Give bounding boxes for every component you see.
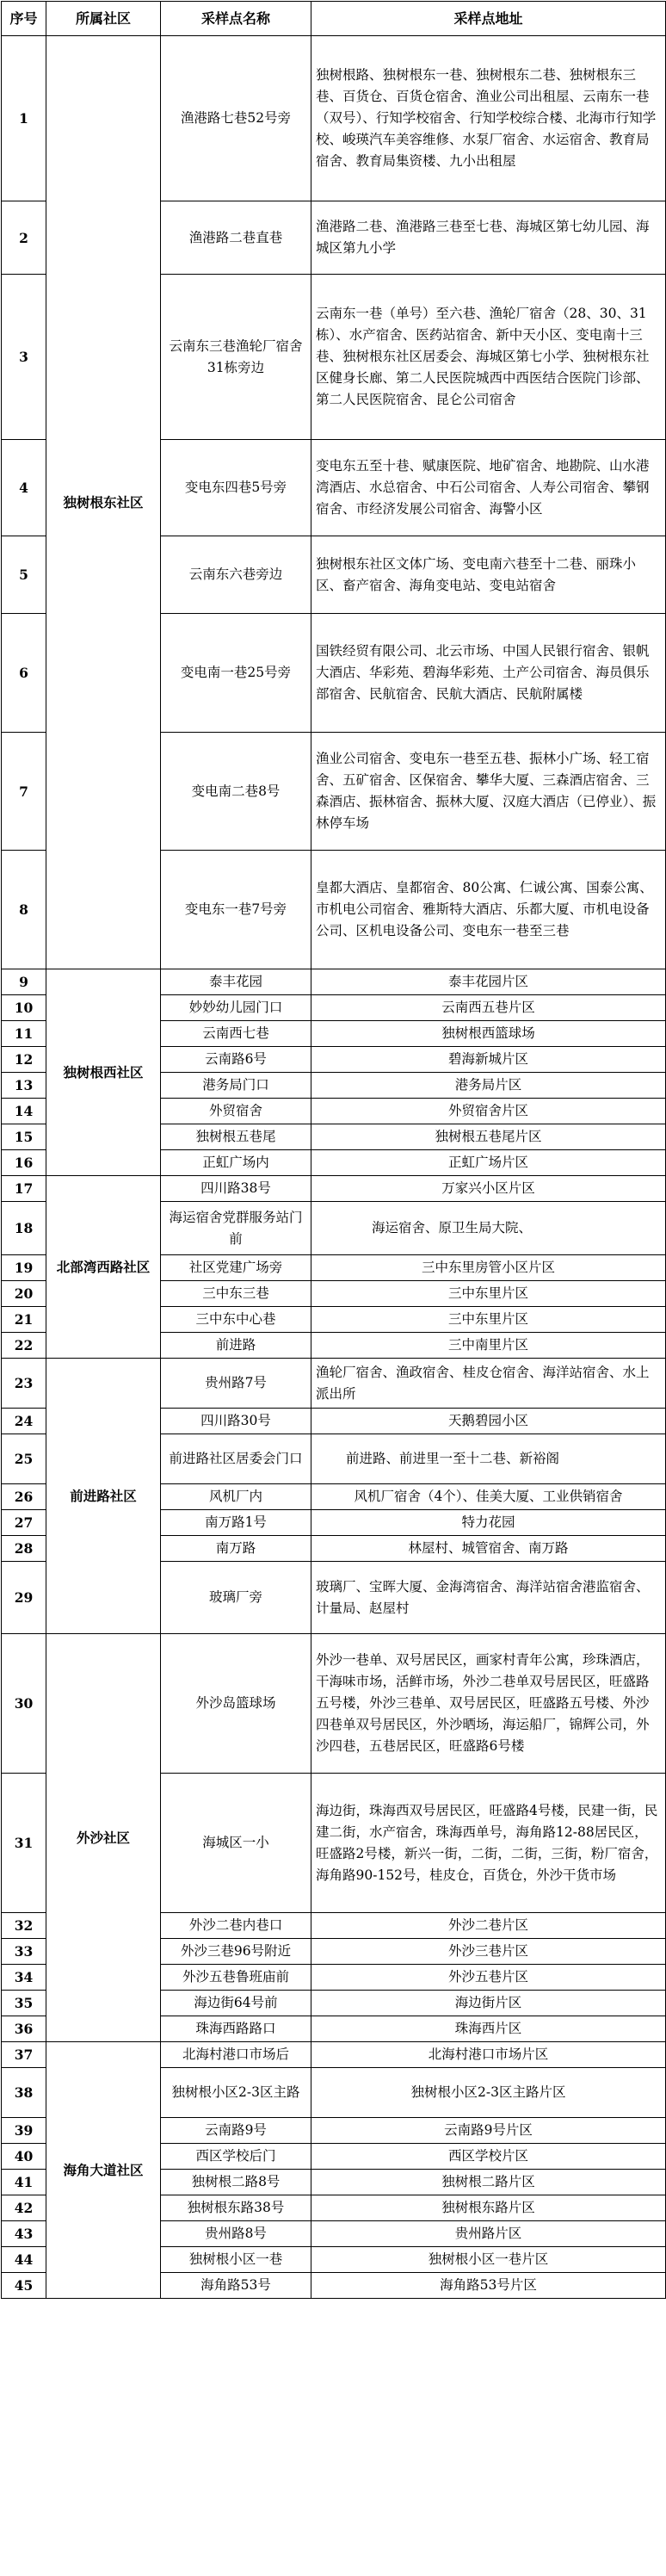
- row-seq: 32: [2, 1913, 46, 1939]
- site-address: 独树根五巷尾片区: [311, 1124, 666, 1150]
- row-seq: 25: [2, 1434, 46, 1484]
- site-address: 独树根西篮球场: [311, 1021, 666, 1047]
- site-address: 外沙二巷片区: [311, 1913, 666, 1939]
- row-seq: 11: [2, 1021, 46, 1047]
- row-seq: 8: [2, 851, 46, 969]
- site-address: 西区学校片区: [311, 2144, 666, 2170]
- site-name: 贵州路8号: [161, 2221, 311, 2247]
- site-address: 独树根东路片区: [311, 2195, 666, 2221]
- row-seq: 35: [2, 1991, 46, 2016]
- site-name: 三中东中心巷: [161, 1307, 311, 1333]
- site-address: 渔轮厂宿舍、渔政宿舍、桂皮仓宿舍、海洋站宿舍、水上派出所: [311, 1359, 666, 1409]
- site-name: 外沙三巷96号附近: [161, 1939, 311, 1965]
- row-seq: 4: [2, 440, 46, 536]
- row-seq: 1: [2, 36, 46, 201]
- row-seq: 15: [2, 1124, 46, 1150]
- site-name: 四川路38号: [161, 1176, 311, 1202]
- site-name: 前进路: [161, 1333, 311, 1359]
- site-name: 变电南一巷25号旁: [161, 614, 311, 733]
- table-row: [2, 969, 666, 995]
- site-name: 港务局门口: [161, 1073, 311, 1099]
- site-address: 皇都大酒店、皇都宿舍、80公寓、仁诚公寓、国泰公寓、市机电公司宿舍、雅斯特大酒店、乐都大厦、市机电设备公司、区机电设备公司、变电东一巷至三巷: [311, 851, 666, 969]
- site-name: 独树根小区一巷: [161, 2247, 311, 2273]
- site-name: 海城区一小: [161, 1774, 311, 1913]
- site-name: 外沙五巷鲁班庙前: [161, 1965, 311, 1991]
- site-address: 风机厂宿舍（4个）、佳美大厦、工业供销宿舍: [311, 1484, 666, 1510]
- sampling-table: [1, 1, 666, 2299]
- site-name: 云南西七巷: [161, 1021, 311, 1047]
- row-seq: 22: [2, 1333, 46, 1359]
- site-address: 前进路、前进里一至十二巷、新裕阁: [311, 1434, 666, 1484]
- site-name: 正虹广场内: [161, 1150, 311, 1176]
- row-seq: 39: [2, 2118, 46, 2144]
- site-address: 贵州路片区: [311, 2221, 666, 2247]
- community-cell: 外沙社区: [46, 1634, 161, 2042]
- site-address: 海运宿舍、原卫生局大院、: [311, 1202, 666, 1255]
- site-name: 外沙二巷内巷口: [161, 1913, 311, 1939]
- site-address: 港务局片区: [311, 1073, 666, 1099]
- row-seq: 37: [2, 2042, 46, 2068]
- row-seq: 30: [2, 1634, 46, 1774]
- row-seq: 41: [2, 2170, 46, 2195]
- site-address: 碧海新城片区: [311, 1047, 666, 1073]
- site-name: 独树根五巷尾: [161, 1124, 311, 1150]
- site-address: 外贸宿舍片区: [311, 1099, 666, 1124]
- community-cell: 北部湾西路社区: [46, 1176, 161, 1359]
- row-seq: 19: [2, 1255, 46, 1281]
- table-row: [2, 1359, 666, 1409]
- row-seq: 24: [2, 1409, 46, 1434]
- site-address: 独树根东社区文体广场、变电南六巷至十二巷、丽珠小区、畜产宿舍、海角变电站、变电站宿舍: [311, 536, 666, 614]
- site-address: 渔港路二巷、渔港路三巷至七巷、海城区第七幼儿园、海城区第九小学: [311, 201, 666, 275]
- row-seq: 6: [2, 614, 46, 733]
- row-seq: 21: [2, 1307, 46, 1333]
- row-seq: 5: [2, 536, 46, 614]
- site-address: 正虹广场片区: [311, 1150, 666, 1176]
- row-seq: 17: [2, 1176, 46, 1202]
- site-name: 独树根小区2-3区主路: [161, 2068, 311, 2118]
- site-name: 北海村港口市场后: [161, 2042, 311, 2068]
- row-seq: 23: [2, 1359, 46, 1409]
- table-row: [2, 1634, 666, 1774]
- site-address: 特力花园: [311, 1510, 666, 1536]
- site-name: 外沙岛篮球场: [161, 1634, 311, 1774]
- header-row: [2, 2, 666, 36]
- site-name: 妙妙幼儿园门口: [161, 995, 311, 1021]
- row-seq: 9: [2, 969, 46, 995]
- row-seq: 2: [2, 201, 46, 275]
- site-address: 三中南里片区: [311, 1333, 666, 1359]
- site-address: 天鹅碧园小区: [311, 1409, 666, 1434]
- header-site-name: 采样点名称: [161, 2, 311, 36]
- site-address: 云南东一巷（单号）至六巷、渔轮厂宿舍（28、30、31栋）、水产宿舍、医药站宿舍、新中天小区、变电南十三巷、独树根东社区居委会、海城区第七小学、独树根东社区健身长廊、第二人民医院城西中西医结合医院门诊部、第二人民医院宿舍、昆仑公司宿舍: [311, 275, 666, 440]
- row-seq: 29: [2, 1562, 46, 1634]
- site-name: 云南东六巷旁边: [161, 536, 311, 614]
- site-address: 珠海西片区: [311, 2016, 666, 2042]
- row-seq: 28: [2, 1536, 46, 1562]
- community-cell: 独树根东社区: [46, 36, 161, 969]
- site-address: 海边街片区: [311, 1991, 666, 2016]
- site-name: 泰丰花园: [161, 969, 311, 995]
- site-address: 三中东里片区: [311, 1281, 666, 1307]
- site-name: 独树根东路38号: [161, 2195, 311, 2221]
- site-address: 变电东五至十巷、赋康医院、地矿宿舍、地勘院、山水港湾酒店、水总宿舍、中石公司宿舍、人寿公司宿舍、攀钢宿舍、市经济发展公司宿舍、海警小区: [311, 440, 666, 536]
- row-seq: 27: [2, 1510, 46, 1536]
- site-address: 独树根小区一巷片区: [311, 2247, 666, 2273]
- row-seq: 38: [2, 2068, 46, 2118]
- row-seq: 10: [2, 995, 46, 1021]
- site-name: 社区党建广场旁: [161, 1255, 311, 1281]
- site-address: 云南西五巷片区: [311, 995, 666, 1021]
- site-name: 玻璃厂旁: [161, 1562, 311, 1634]
- site-address: 万家兴小区片区: [311, 1176, 666, 1202]
- site-name: 西区学校后门: [161, 2144, 311, 2170]
- row-seq: 43: [2, 2221, 46, 2247]
- row-seq: 16: [2, 1150, 46, 1176]
- row-seq: 3: [2, 275, 46, 440]
- row-seq: 20: [2, 1281, 46, 1307]
- site-address: 外沙五巷片区: [311, 1965, 666, 1991]
- site-address: 独树根小区2-3区主路片区: [311, 2068, 666, 2118]
- site-name: 渔港路七巷52号旁: [161, 36, 311, 201]
- row-seq: 36: [2, 2016, 46, 2042]
- site-address: 外沙一巷单、双号居民区，画家村青年公寓，珍珠酒店，干海味市场，活鲜市场，外沙二巷单双号居民区，旺盛路五号楼，外沙三巷单、双号居民区，旺盛路五号楼、外沙四巷单双号居民区，外沙晒场，海运船厂，锦辉公司，外沙四巷，五巷居民区，旺盛路6号楼: [311, 1634, 666, 1774]
- site-address: 渔业公司宿舍、变电东一巷至五巷、振林小广场、轻工宿舍、五矿宿舍、区保宿舍、攀华大厦、三森酒店宿舍、三森酒店、振林宿舍、振林大厦、汉庭大酒店（已停业）、振林停车场: [311, 733, 666, 851]
- site-address: 林屋村、城管宿舍、南万路: [311, 1536, 666, 1562]
- row-seq: 31: [2, 1774, 46, 1913]
- community-cell: 前进路社区: [46, 1359, 161, 1634]
- site-address: 海角路53号片区: [311, 2273, 666, 2299]
- header-site-address: 采样点地址: [311, 2, 666, 36]
- site-name: 海角路53号: [161, 2273, 311, 2299]
- row-seq: 18: [2, 1202, 46, 1255]
- site-name: 前进路社区居委会门口: [161, 1434, 311, 1484]
- row-seq: 40: [2, 2144, 46, 2170]
- table-row: [2, 1176, 666, 1202]
- site-name: 三中东三巷: [161, 1281, 311, 1307]
- site-name: 风机厂内: [161, 1484, 311, 1510]
- site-name: 海运宿舍党群服务站门前: [161, 1202, 311, 1255]
- site-name: 外贸宿舍: [161, 1099, 311, 1124]
- site-name: 云南东三巷渔轮厂宿舍31栋旁边: [161, 275, 311, 440]
- site-address: 三中东里片区: [311, 1307, 666, 1333]
- site-name: 独树根二路8号: [161, 2170, 311, 2195]
- site-address: 云南路9号片区: [311, 2118, 666, 2144]
- community-cell: 海角大道社区: [46, 2042, 161, 2299]
- community-cell: 独树根西社区: [46, 969, 161, 1176]
- row-seq: 42: [2, 2195, 46, 2221]
- header-community: 所属社区: [46, 2, 161, 36]
- site-name: 四川路30号: [161, 1409, 311, 1434]
- row-seq: 45: [2, 2273, 46, 2299]
- row-seq: 14: [2, 1099, 46, 1124]
- site-name: 云南路6号: [161, 1047, 311, 1073]
- site-address: 外沙三巷片区: [311, 1939, 666, 1965]
- row-seq: 34: [2, 1965, 46, 1991]
- row-seq: 44: [2, 2247, 46, 2273]
- table-row: [2, 36, 666, 201]
- site-address: 国铁经贸有限公司、北云市场、中国人民银行宿舍、银帆大酒店、华彩苑、碧海华彩苑、土产公司宿舍、海员俱乐部宿舍、民航宿舍、民航大酒店、民航附属楼: [311, 614, 666, 733]
- table-row: [2, 2042, 666, 2068]
- row-seq: 7: [2, 733, 46, 851]
- site-name: 云南路9号: [161, 2118, 311, 2144]
- site-name: 变电南二巷8号: [161, 733, 311, 851]
- header-seq: 序号: [2, 2, 46, 36]
- row-seq: 33: [2, 1939, 46, 1965]
- site-name: 变电东四巷5号旁: [161, 440, 311, 536]
- site-address: 玻璃厂、宝晖大厦、金海湾宿舍、海洋站宿舍港监宿舍、计量局、赵屋村: [311, 1562, 666, 1634]
- site-name: 海边街64号前: [161, 1991, 311, 2016]
- site-address: 独树根路、独树根东一巷、独树根东二巷、独树根东三巷、百货仓、百货仓宿舍、渔业公司出租屋、云南东一巷（双号）、行知学校宿舍、行知学校综合楼、北海市行知学校、峻瑛汽车美容维修、水泵厂宿舍、水运宿舍、教育局宿舍、教育局集资楼、九小出租屋: [311, 36, 666, 201]
- row-seq: 12: [2, 1047, 46, 1073]
- site-name: 珠海西路路口: [161, 2016, 311, 2042]
- site-name: 贵州路7号: [161, 1359, 311, 1409]
- site-address: 独树根二路片区: [311, 2170, 666, 2195]
- site-address: 泰丰花园片区: [311, 969, 666, 995]
- site-address: 三中东里房管小区片区: [311, 1255, 666, 1281]
- site-name: 渔港路二巷直巷: [161, 201, 311, 275]
- row-seq: 26: [2, 1484, 46, 1510]
- site-address: 北海村港口市场片区: [311, 2042, 666, 2068]
- site-name: 变电东一巷7号旁: [161, 851, 311, 969]
- site-name: 南万路: [161, 1536, 311, 1562]
- site-address: 海边街，珠海西双号居民区，旺盛路4号楼，民建一街，民建二街，水产宿舍，珠海西单号，海角路12-88居民区，旺盛路2号楼，新兴一街，二街，二街，三街，粉厂宿舍，海角路90-152号，桂皮仓，百货仓，外沙干货市场: [311, 1774, 666, 1913]
- site-name: 南万路1号: [161, 1510, 311, 1536]
- row-seq: 13: [2, 1073, 46, 1099]
